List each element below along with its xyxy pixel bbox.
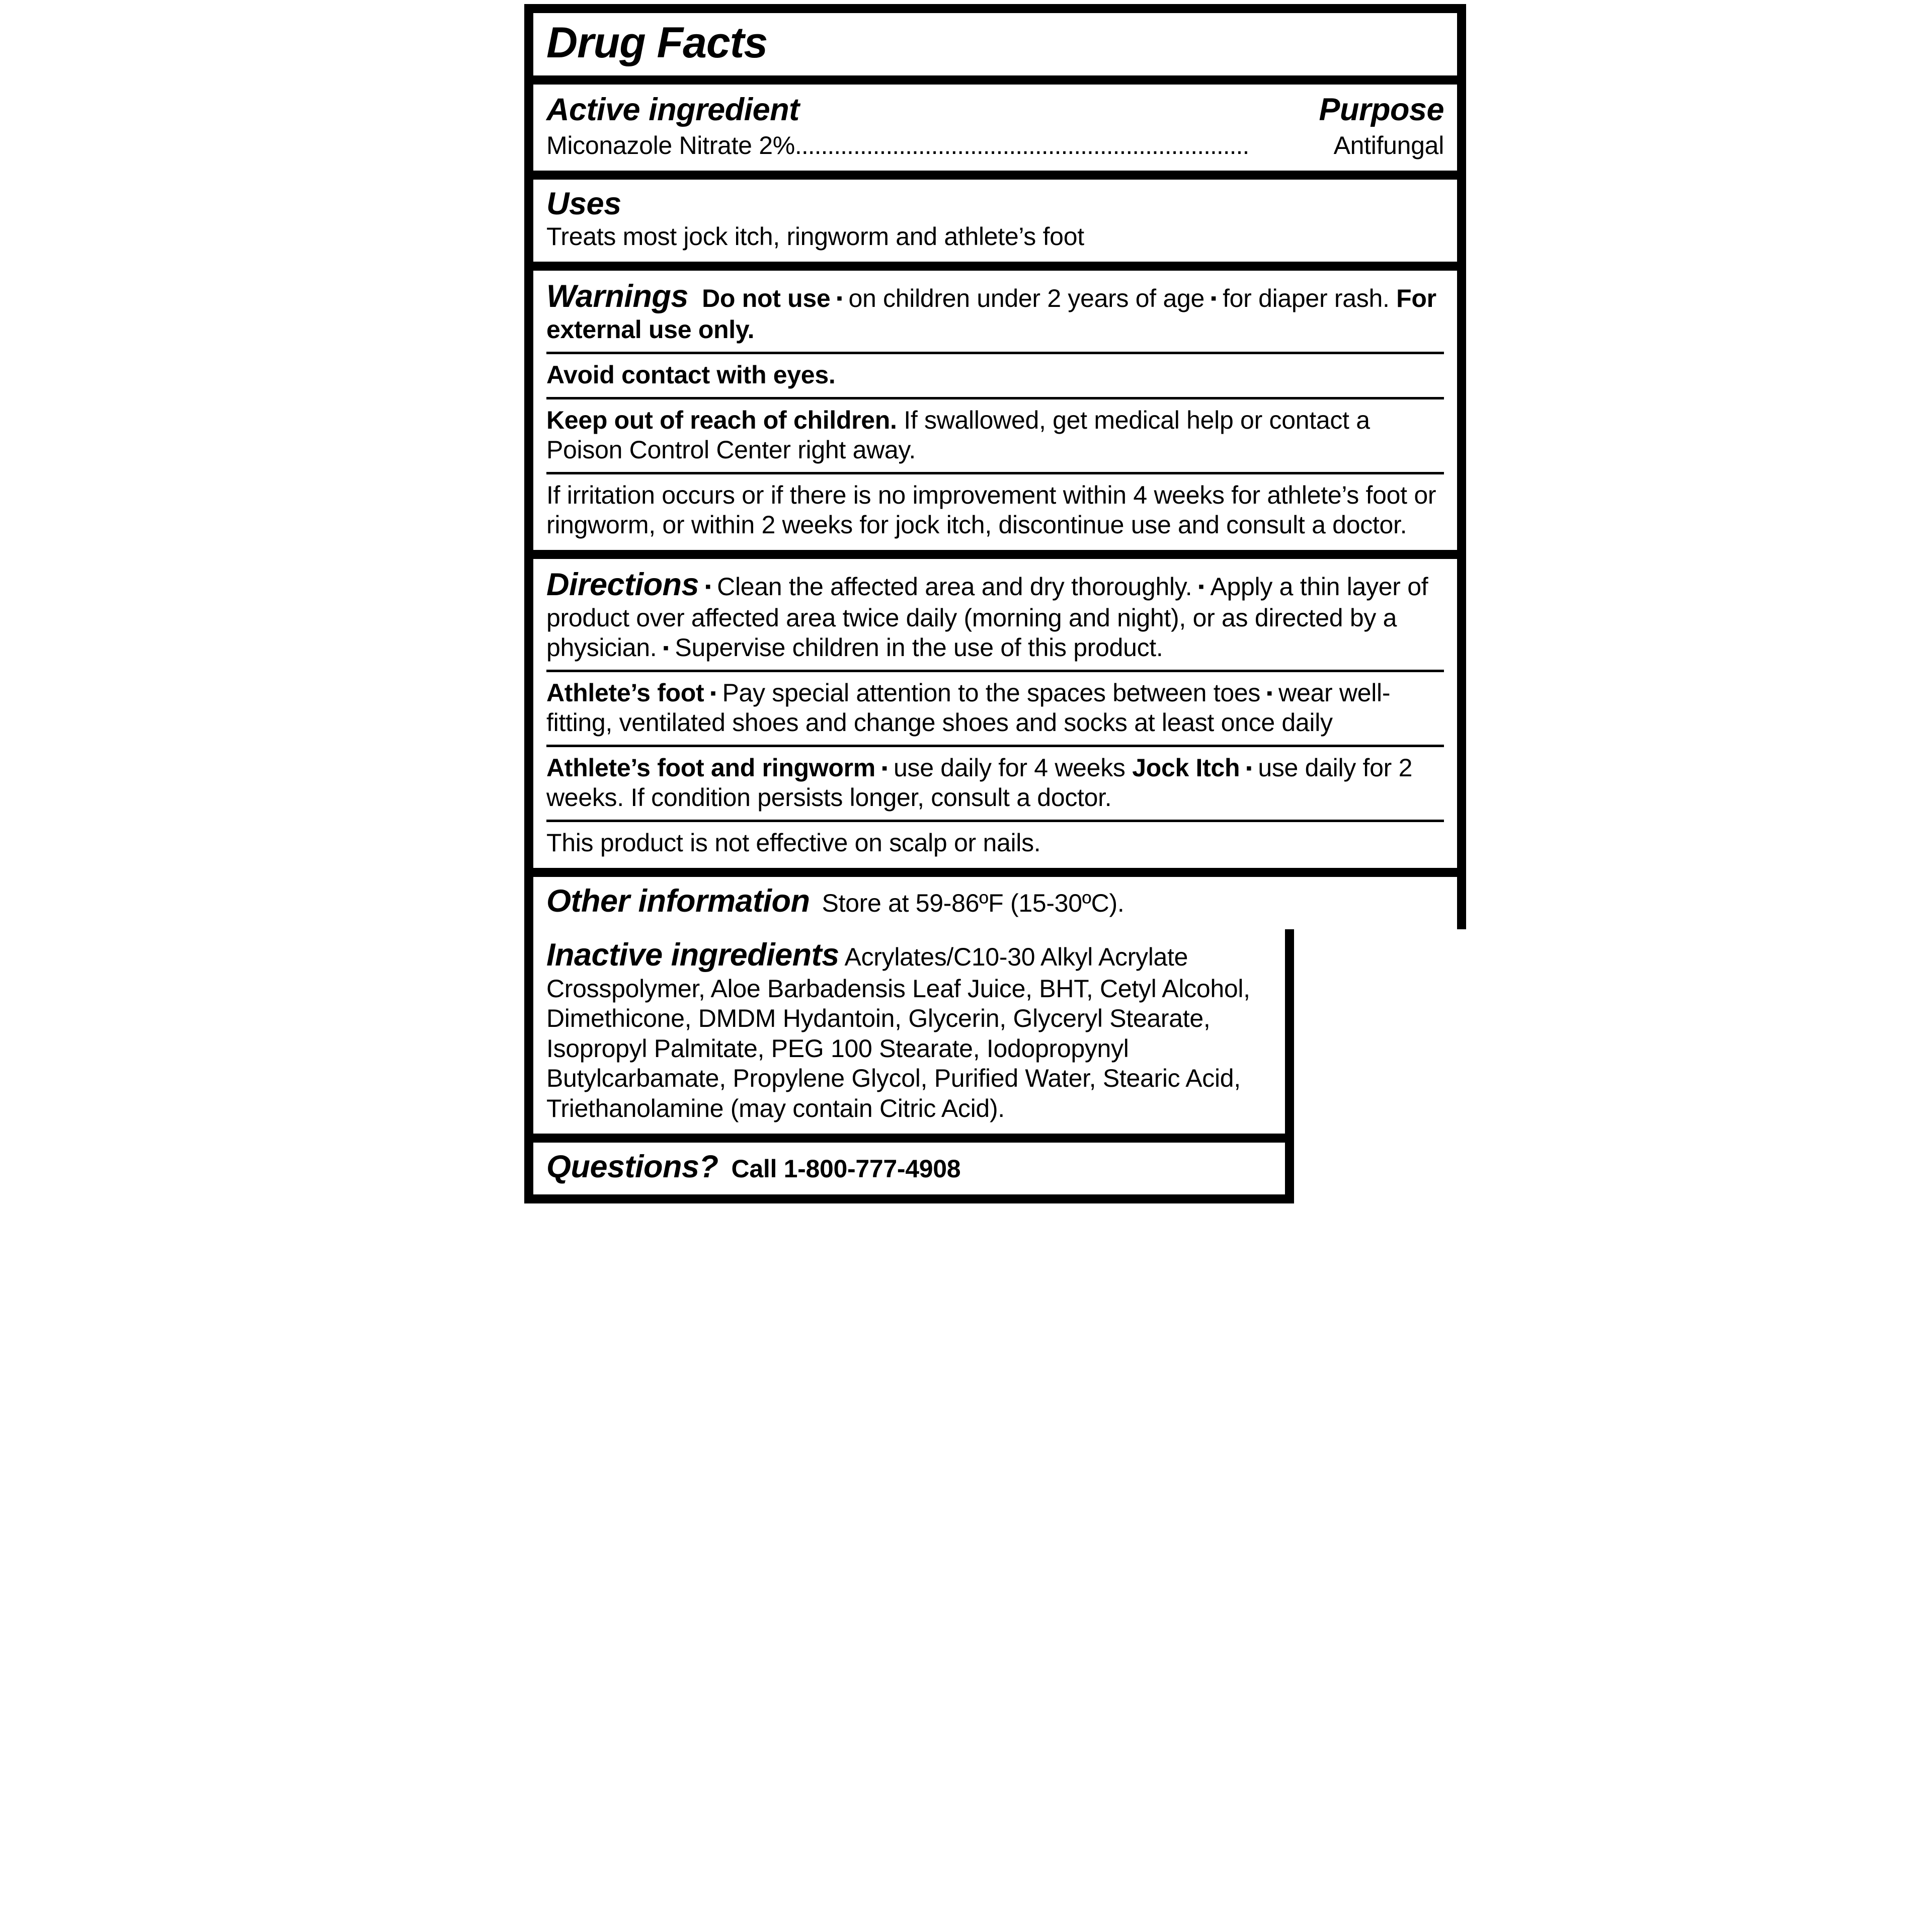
keep-out-text: If swallowed, get medical help or contact a Poison Control Center right away.	[546, 406, 1370, 464]
other-information-row	[546, 884, 1444, 919]
directions-item-1: Clean the affected area and dry thoroughly.	[717, 572, 1192, 601]
do-not-use-item-2: for diaper rash.	[1223, 284, 1390, 312]
bullet-icon: ▪	[836, 289, 843, 308]
inactive-ingredients-block	[546, 936, 1272, 1123]
athletes-foot-ringworm-label: Athlete’s foot and ringworm	[546, 754, 875, 782]
title-box	[533, 13, 1457, 75]
page-title: Drug Facts	[546, 19, 768, 67]
leader-dots: ......................................................................	[794, 131, 1249, 160]
directions-main-block	[546, 566, 1444, 663]
directions-item-2: Apply a thin layer of product over affected area twice daily (morning and night), or as directed by a physician.	[546, 572, 1428, 662]
questions-phone: Call 1-800-777-4908	[731, 1155, 961, 1183]
uses-text: Treats most jock itch, ringworm and athlete’s foot	[546, 222, 1084, 251]
bullet-icon: ▪	[710, 683, 716, 703]
other-information-box	[533, 877, 1457, 929]
divider	[546, 745, 1444, 747]
bullet-icon: ▪	[1246, 758, 1252, 778]
warnings-box	[533, 271, 1457, 550]
directions-heading: Directions	[546, 567, 699, 602]
divider	[546, 670, 1444, 672]
questions-heading: Questions?	[546, 1149, 718, 1185]
directions-item-3: Supervise children in the use of this product.	[675, 633, 1163, 662]
inactive-ingredients-text: Acrylates/C10-30 Alkyl Acrylate Crosspolymer, Aloe Barbadensis Leaf Juice, BHT, Cetyl Alcohol, Dimethicone, DMDM Hydantoin, Glycerin, Glyceryl Stearate, Isopropyl Palmitate, PEG 100 Stearate, Iodopropynyl Butylcarbamate, Propylene Glycol, Purified Water, Stearic Acid, Triethanolamine (may contain Citric Acid).	[546, 942, 1250, 1122]
purpose-heading: Purpose	[1319, 92, 1444, 128]
divider	[546, 820, 1444, 822]
do-not-use-label: Do not use	[702, 284, 831, 312]
bullet-icon: ▪	[705, 577, 711, 597]
other-information-text: Store at 59-86ºF (15-30ºC).	[822, 889, 1124, 918]
warnings-do-not-use-block	[546, 278, 1444, 345]
active-ingredient-purpose: Antifungal	[1333, 131, 1444, 160]
athletes-foot-ringworm-item: use daily for 4 weeks	[894, 754, 1125, 782]
jock-itch-item: use daily for 2 weeks. If condition persists longer, consult a doctor.	[546, 754, 1413, 812]
keep-out-label: Keep out of reach of children.	[546, 406, 897, 434]
divider	[546, 397, 1444, 399]
active-ingredient-heading: Active ingredient	[546, 92, 799, 128]
do-not-use-item-1: on children under 2 years of age	[848, 284, 1204, 312]
active-ingredient-box	[533, 85, 1457, 171]
athletes-foot-block	[546, 678, 1444, 738]
active-ingredient-row	[546, 131, 1444, 160]
other-information-heading: Other information	[546, 883, 810, 919]
inactive-ingredients-heading: Inactive ingredients	[546, 937, 839, 973]
active-ingredient-name: Miconazole Nitrate 2%	[546, 131, 795, 160]
bullet-icon: ▪	[1211, 289, 1217, 308]
avoid-contact-with-eyes: Avoid contact with eyes.	[546, 360, 836, 389]
drug-facts-label	[524, 4, 1466, 1203]
athletes-foot-item-1: Pay special attention to the spaces between toes	[722, 679, 1261, 707]
inactive-ingredients-box	[533, 929, 1285, 1134]
uses-heading: Uses	[546, 186, 621, 222]
keep-out-of-reach-block	[546, 406, 1444, 465]
drug-facts-lower-panel	[524, 929, 1294, 1204]
athletes-foot-item-2: wear well-fitting, ventilated shoes and change shoes and socks at least once daily	[546, 679, 1391, 737]
duration-block	[546, 753, 1444, 813]
questions-row	[546, 1150, 1272, 1184]
warnings-heading: Warnings	[546, 278, 688, 314]
scalp-nails-text: This product is not effective on scalp or nails.	[546, 829, 1041, 857]
bullet-icon: ▪	[1266, 683, 1273, 703]
uses-box	[533, 180, 1457, 261]
jock-itch-label: Jock Itch	[1132, 754, 1240, 782]
drug-facts-upper-panel	[524, 4, 1466, 929]
bullet-icon: ▪	[881, 758, 888, 778]
bullet-icon: ▪	[1198, 577, 1204, 597]
bullet-icon: ▪	[663, 638, 669, 658]
irritation-text: If irritation occurs or if there is no improvement within 4 weeks for athlete’s foot or ringworm, or within 2 weeks for jock itch, discontinue use and consult a doctor.	[546, 480, 1436, 539]
questions-box	[533, 1143, 1285, 1194]
external-use-only: For external use only.	[546, 284, 1436, 344]
active-ingredient-header-row	[546, 92, 1444, 128]
athletes-foot-label: Athlete’s foot	[546, 679, 704, 707]
directions-box	[533, 559, 1457, 868]
divider	[546, 472, 1444, 474]
divider	[546, 352, 1444, 354]
